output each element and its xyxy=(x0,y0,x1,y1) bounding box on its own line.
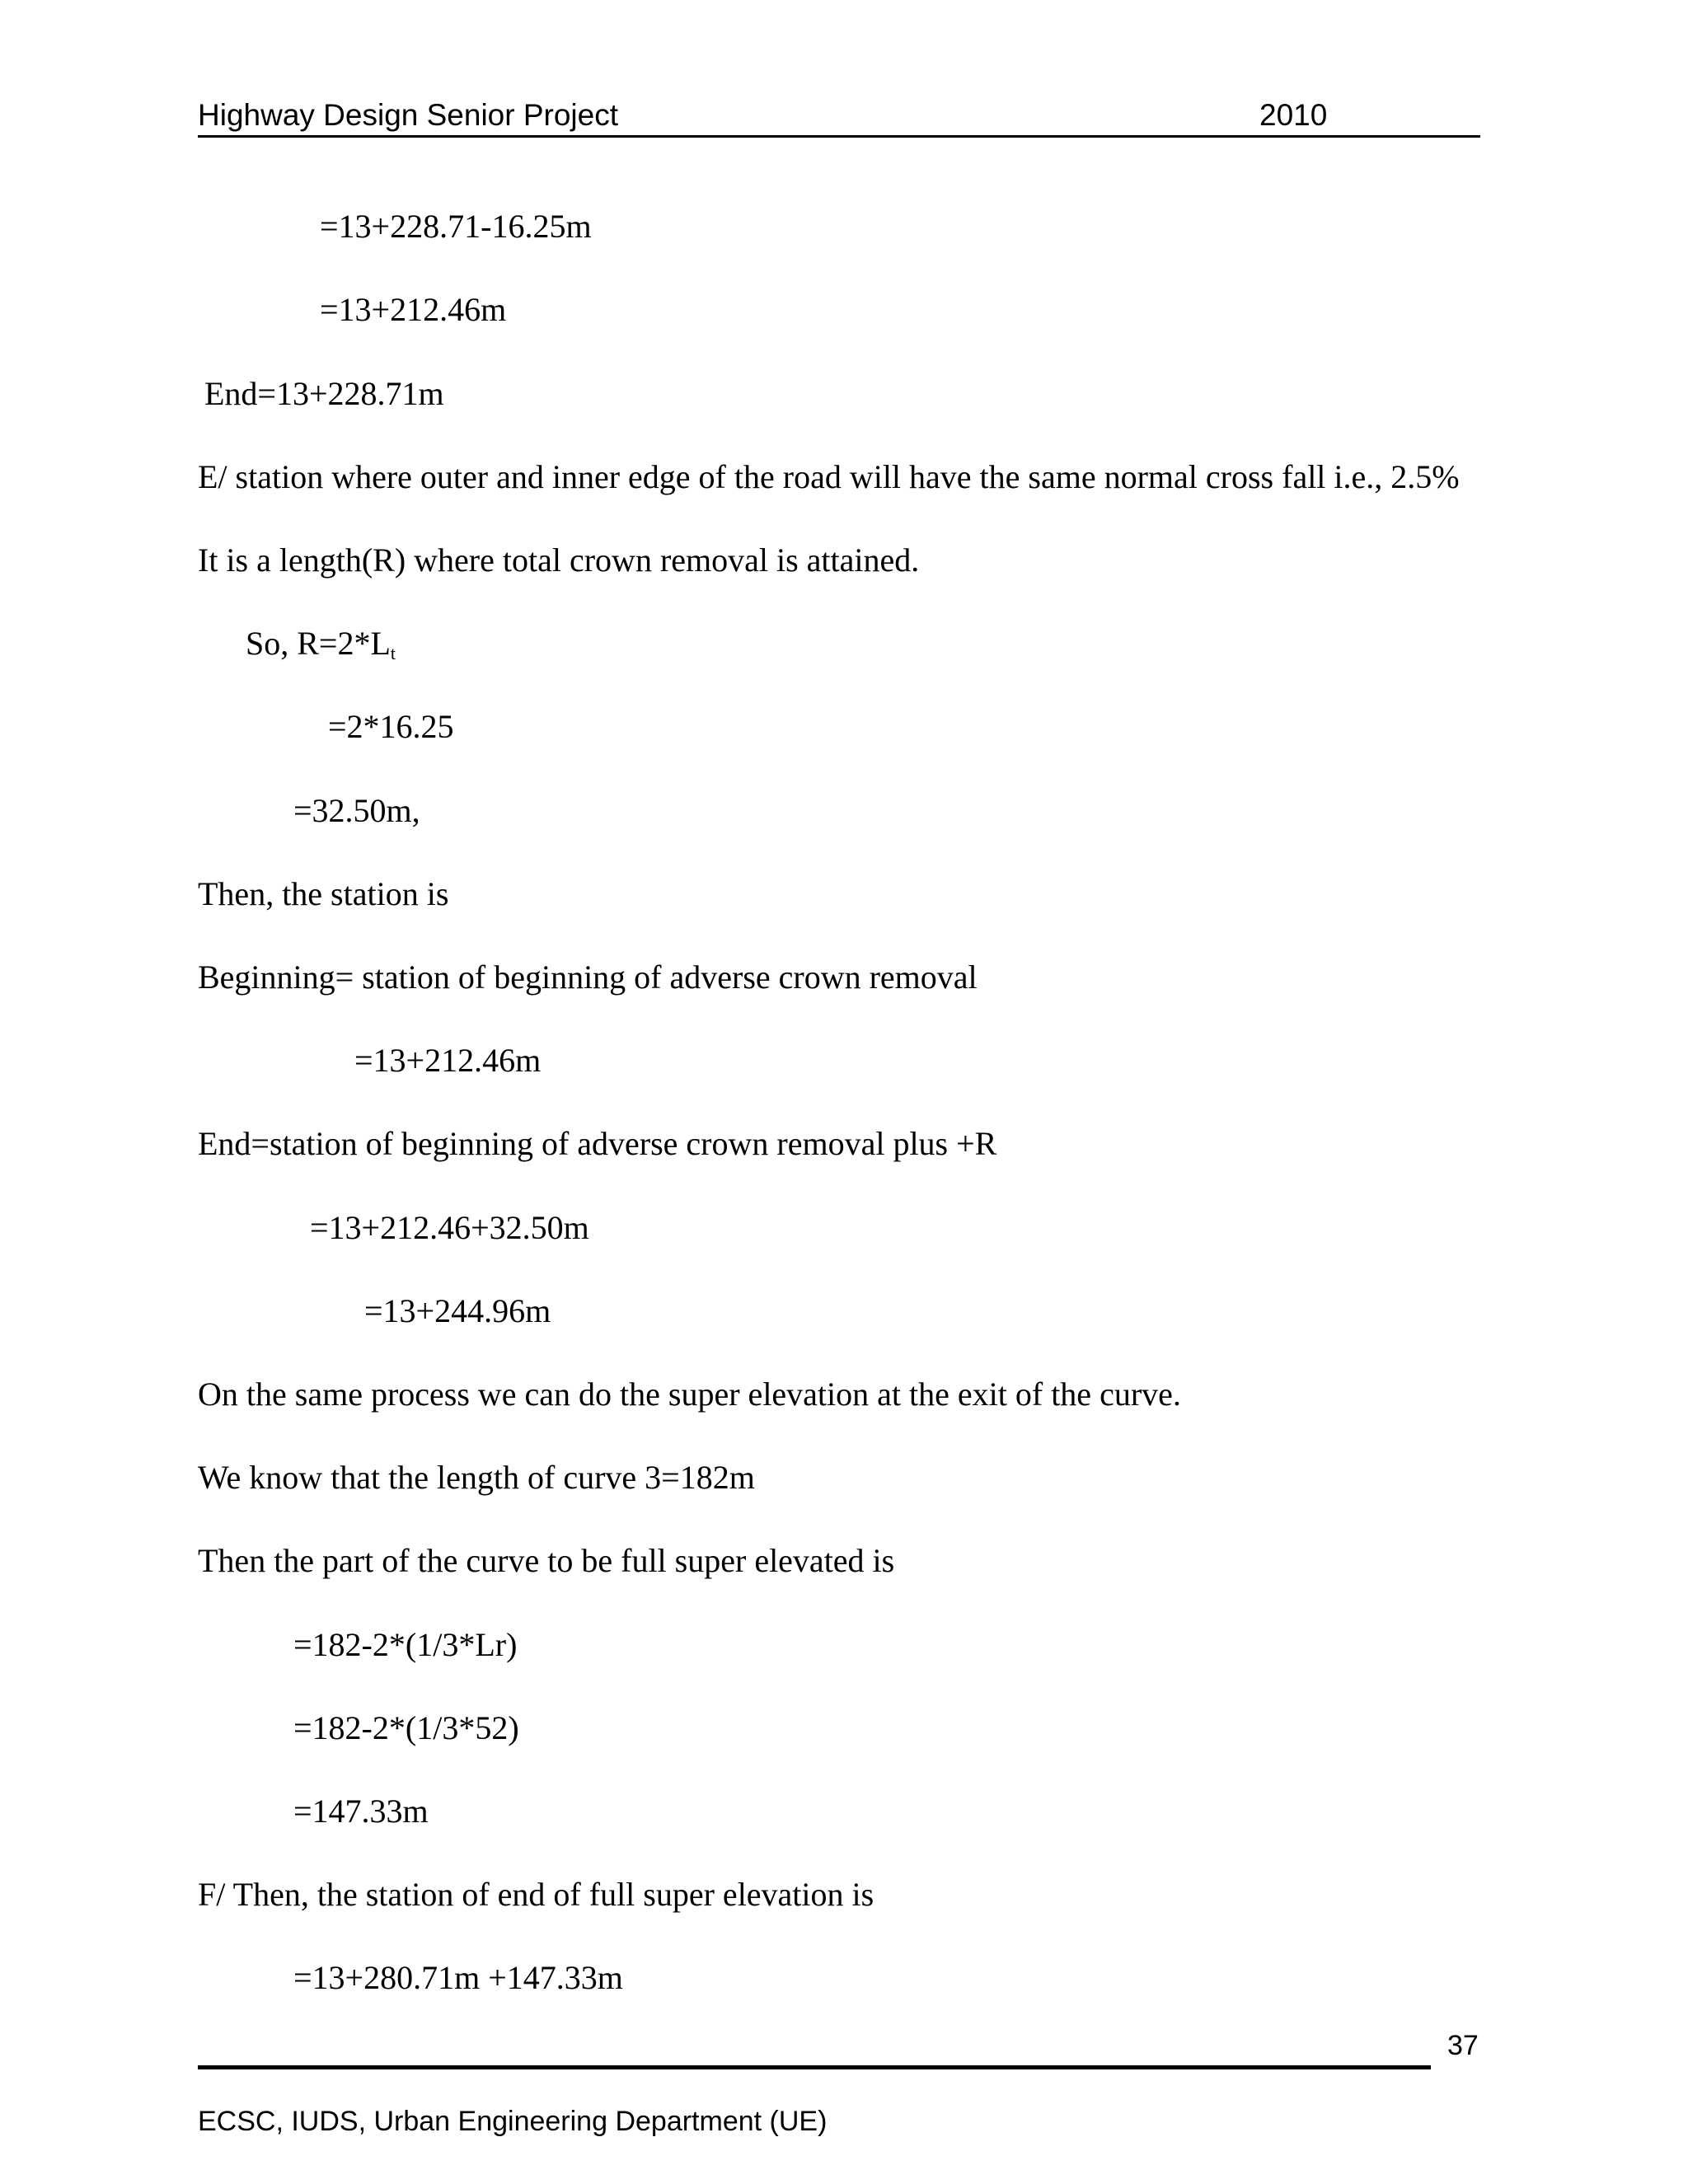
equation-line: =182-2*(1/3*Lr) xyxy=(293,1626,518,1663)
equation-line: =147.33m xyxy=(293,1793,429,1830)
paragraph-line: On the same process we can do the super elevation at the exit of the curve. xyxy=(198,1376,1181,1413)
equation-line xyxy=(246,624,396,663)
equation-line: =13+244.96m xyxy=(364,1292,551,1329)
equation-line: =13+212.46+32.50m xyxy=(310,1209,589,1246)
paragraph-line: Then the part of the curve to be full super elevated is xyxy=(198,1542,895,1579)
subscript: t xyxy=(390,643,396,663)
paragraph-line: End=station of beginning of adverse crown removal plus +R xyxy=(198,1125,997,1162)
paragraph-line: F/ Then, the station of end of full super elevation is xyxy=(198,1876,874,1913)
equation-line: =2*16.25 xyxy=(328,708,454,745)
paragraph-line: Beginning= station of beginning of adverse crown removal xyxy=(198,958,978,996)
paragraph-line: We know that the length of curve 3=182m xyxy=(198,1459,755,1496)
equation-line: =182-2*(1/3*52) xyxy=(293,1709,519,1746)
equation-line: =13+280.71m +147.33m xyxy=(293,1959,623,1996)
header-divider xyxy=(198,135,1480,138)
equation-line: =32.50m, xyxy=(293,792,420,829)
equation-line: =13+212.46m xyxy=(320,291,507,328)
equation-main: So, R=2*L xyxy=(246,625,391,662)
footer-department: ECSC, IUDS, Urban Engineering Department (UE) xyxy=(198,2106,828,2137)
equation-line: =13+212.46m xyxy=(354,1042,542,1079)
paragraph-line: It is a length(R) where total crown removal is attained. xyxy=(198,541,920,579)
page-number: 37 xyxy=(1447,2030,1479,2061)
paragraph-line: Then, the station is xyxy=(198,875,449,912)
running-header-title: Highway Design Senior Project xyxy=(198,98,619,132)
paragraph-line: E/ station where outer and inner edge of the road will have the same normal cross fall i.e., 2.5% xyxy=(198,458,1460,495)
footer-divider xyxy=(198,2065,1431,2069)
equation-line: =13+228.71-16.25m xyxy=(320,208,592,245)
running-header-year: 2010 xyxy=(1259,98,1328,132)
text-line: End=13+228.71m xyxy=(204,375,444,412)
